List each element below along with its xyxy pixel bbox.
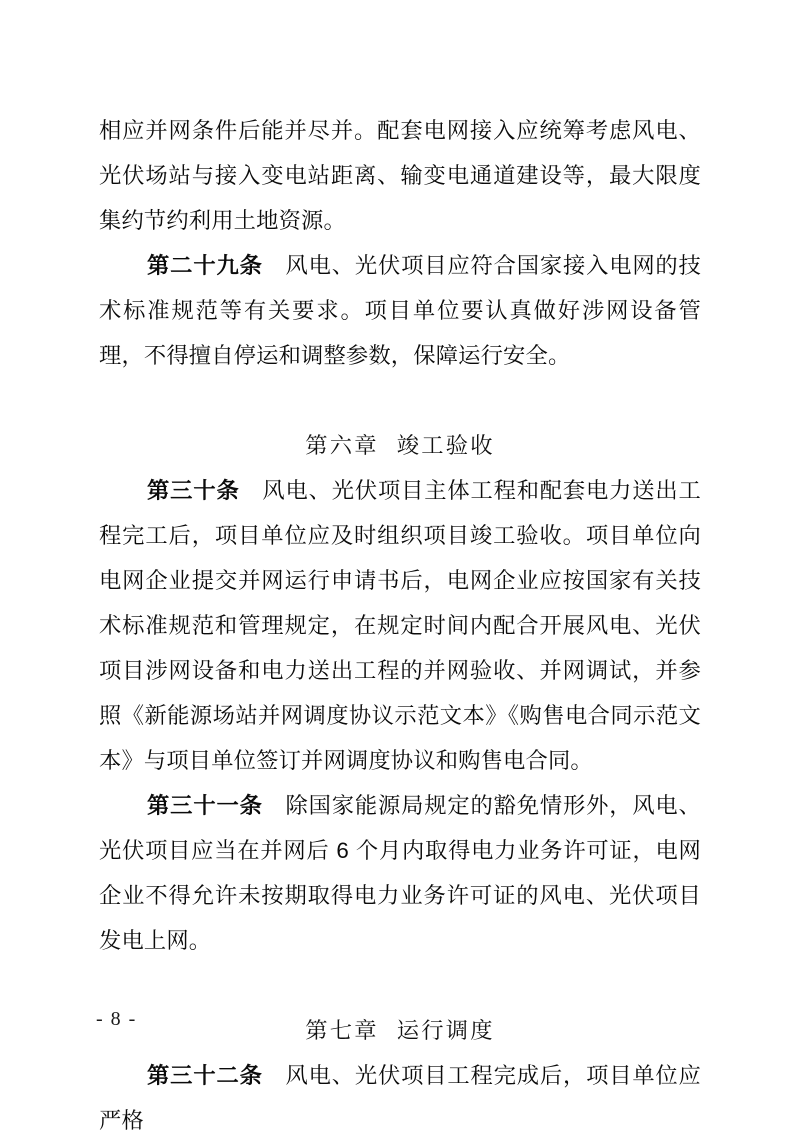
page-number: - 8 -	[96, 1008, 137, 1030]
paragraph-continued: 相应并网条件后能并尽并。配套电网接入应统筹考虑风电、光伏场站与接入变电站距离、输变电通道建设等，最大限度集约节约利用土地资源。	[99, 118, 701, 233]
chapter-7-number: 第七章	[305, 1018, 379, 1043]
article-30	[99, 468, 701, 783]
article-32	[99, 1053, 701, 1143]
article-29	[99, 243, 701, 378]
spacer-before-chapter-6	[99, 378, 701, 423]
article-30-text: 风电、光伏项目主体工程和配套电力送出工程完工后，项目单位应及时组织项目竣工验收。项目单位向电网企业提交并网运行申请书后，电网企业应按国家有关技术标准规范和管理规定，在规定时间内配合开展风电、光伏项目涉网设备和电力送出工程的并网验收、并网调试，并参照《新能源场站并网调度协议示范文本》《购售电合同示范文本》与项目单位签订并网调度协议和购售电合同。	[99, 478, 701, 773]
chapter-7-title: 运行调度	[396, 1018, 495, 1043]
article-31	[99, 783, 701, 963]
article-29-number: 第二十九条	[147, 253, 263, 278]
chapter-6-heading	[99, 423, 701, 468]
article-29-text: 风电、光伏项目应符合国家接入电网的技术标准规范等有关要求。项目单位要认真做好涉网设备管理，不得擅自停运和调整参数，保障运行安全。	[99, 253, 701, 368]
document-body	[99, 108, 701, 1143]
article-30-number: 第三十条	[147, 478, 240, 503]
article-32-text: 风电、光伏项目工程完成后，项目单位应严格	[99, 1063, 701, 1133]
chapter-6-number: 第六章	[305, 433, 379, 458]
article-31-text: 除国家能源局规定的豁免情形外，风电、光伏项目应当在并网后 6 个月内取得电力业务许可证，电网企业不得允许未按期取得电力业务许可证的风电、光伏项目发电上网。	[99, 793, 701, 953]
article-31-number: 第三十一条	[147, 793, 263, 818]
article-32-number: 第三十二条	[147, 1063, 263, 1088]
chapter-6-title: 竣工验收	[396, 433, 495, 458]
spacer-before-chapter-7	[99, 963, 701, 1008]
